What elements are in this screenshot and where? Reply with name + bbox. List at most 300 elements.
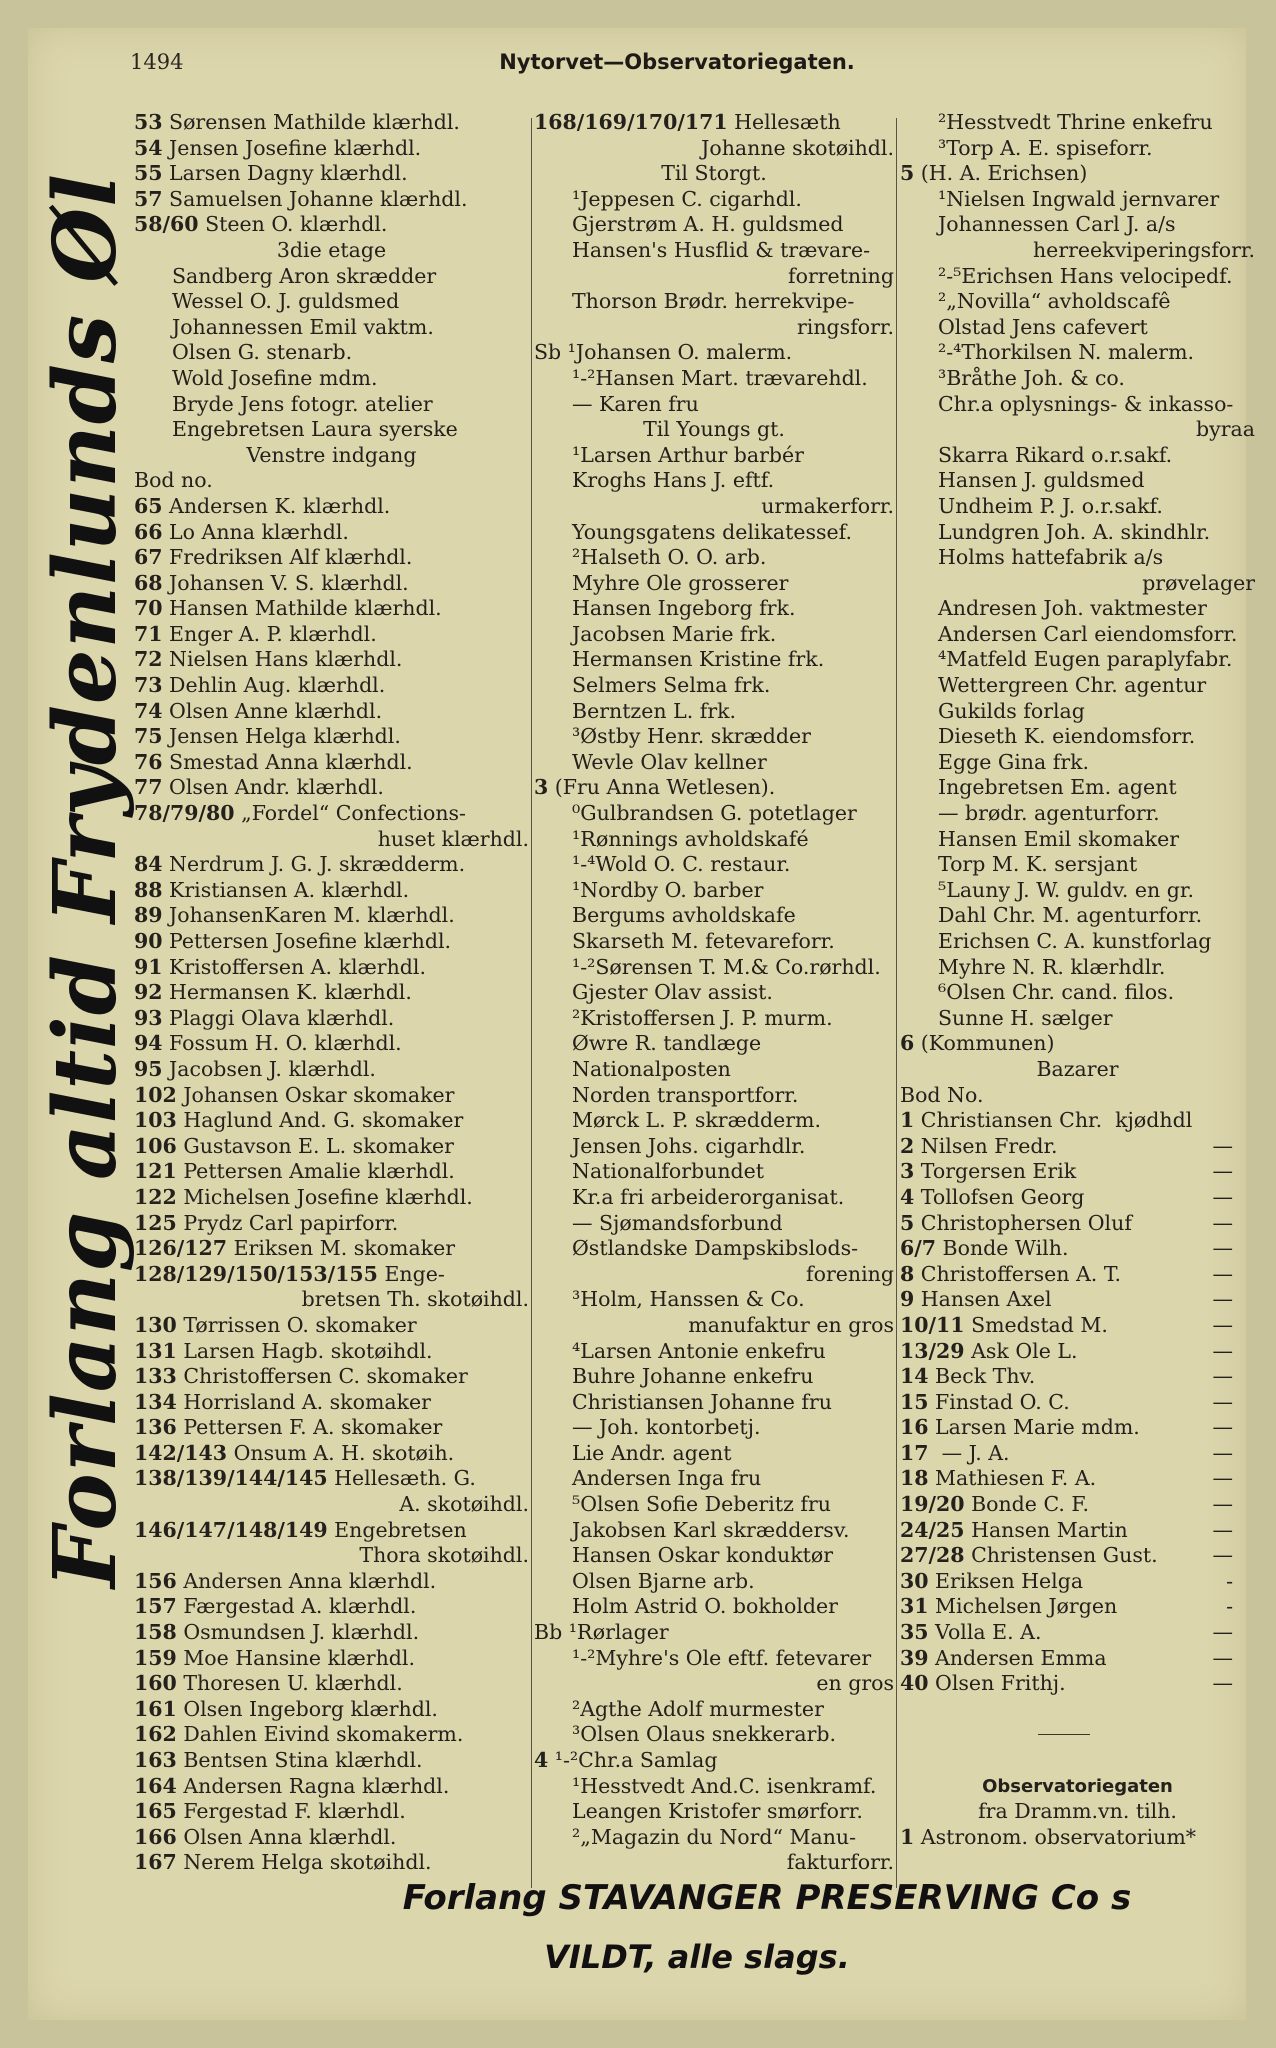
entry-text: Kr.a fri arbeiderorganisat. [572,1184,845,1209]
entry-text: Berntzen L. frk. [572,698,737,723]
directory-entry [534,980,894,1006]
directory-entry [900,110,1255,136]
entry-number: 84 [134,852,163,877]
entry-number: 165 [134,1799,177,1824]
directory-entry [900,1466,1255,1492]
directory-entry [900,1134,1255,1160]
directory-entry [534,878,894,904]
entry-number: 66 [134,519,163,544]
entry-text: Volla E. A. [928,1620,1042,1645]
directory-entry [134,622,529,648]
entry-number: 65 [134,493,163,518]
entry-number: 162 [134,1722,177,1747]
directory-entry [534,903,894,929]
directory-entry [134,340,529,366]
entry-number: 167 [134,1850,177,1875]
entry-text: Hansen Oskar konduktør [572,1543,834,1568]
directory-entry [900,1594,1255,1620]
entry-text: ³Holm, Hanssen & Co. [572,1287,805,1312]
entry-number: 5 [900,161,915,186]
entry-text: Osmundsen J. klærhdl. [176,1620,420,1645]
entry-text: Fredriksen Alf klærhdl. [162,545,413,570]
directory-entry [900,1287,1255,1313]
entry-text: Bryde Jens fotogr. atelier [172,391,433,416]
directory-entry [534,545,894,571]
entry-text: ¹-²Hansen Mart. trævarehdl. [572,365,868,390]
entry-text: Engebretsen [327,1517,467,1542]
directory-entry [134,1390,529,1416]
directory-entry [900,1415,1255,1441]
entry-text: Bb ¹Rørlager [534,1620,669,1645]
entry-number: 122 [134,1184,177,1209]
entry-text: Larsen Hagb. skotøihdl. [176,1338,433,1363]
entry-number: 90 [134,929,163,953]
side-advertisement: Forlang altid Frydenlunds Øl [35,173,136,1588]
entry-text: Thoresen U. klærhdl. [176,1671,403,1696]
entry-text: Mørck L. P. skrædderm. [572,1108,822,1133]
entry-text: Gjerstrøm A. H. guldsmed [572,212,844,237]
directory-entry [534,1594,894,1620]
entry-text: ²-⁴Thorkilsen N. malerm. [938,340,1195,365]
entry-text: forening [806,1261,894,1286]
entry-text: Bod no. [134,468,213,493]
directory-page [28,28,1255,2020]
entry-text: Kristiansen A. klærhdl. [162,877,410,902]
entry-text: Dieseth K. eiendomsforr. [938,724,1196,749]
entry-number: 31 [900,1594,929,1619]
directory-entry [900,136,1255,162]
entry-text: Hansen Emil skomaker [938,826,1180,851]
directory-entry [134,852,529,878]
directory-entry [534,1466,894,1492]
directory-entry [900,1697,1255,1723]
directory-entry [534,1646,894,1672]
directory-entry [534,1825,894,1851]
entry-text: Bonde Wilh. [936,1236,1069,1261]
directory-entry [900,1339,1255,1365]
entry-text: Torp M. K. sersjant [938,852,1138,877]
entry-text: ⁶Olsen Chr. cand. filos. [938,980,1175,1005]
entry-text: ²„Magazin du Nord“ Manu- [572,1824,857,1849]
entry-number: 161 [134,1696,177,1721]
directory-entry [900,315,1255,341]
directory-entry [900,468,1255,494]
entry-text: Andersen Emma [928,1645,1107,1670]
entry-text: bretsen Th. skotøihdl. [301,1287,529,1312]
ditto-mark: - [1226,1594,1233,1619]
entry-number: 92 [134,980,163,1005]
directory-entry [900,724,1255,750]
entry-text: (Fru Anna Wetlesen). [548,775,776,800]
entry-text: Chr.a oplysnings- & inkasso- [938,391,1234,416]
entry-text: byraa [1196,417,1255,442]
directory-entry [134,1415,529,1441]
entry-text: ¹Nordby O. barber [572,877,764,902]
directory-entry [534,1543,894,1569]
entry-text: ⁵Launy J. W. guldv. en gr. [938,877,1194,902]
entry-text: Lo Anna klærhdl. [162,519,349,544]
entry-number: 67 [134,545,163,570]
entry-text: Hellesæth [727,110,841,134]
directory-entry [900,1518,1255,1544]
entry-text: Ask Ole L. [964,1338,1078,1363]
entry-number: 4 [900,1184,915,1209]
entry-number: 9 [900,1287,915,1312]
directory-entry [534,1748,894,1774]
entry-text: Thora skotøihdl. [359,1543,529,1568]
entry-text: Venstre indgang [246,442,417,467]
entry-text: Holm Astrid O. bokholder [572,1594,838,1619]
directory-entry [900,929,1255,955]
directory-entry [900,1671,1255,1697]
directory-entry [534,929,894,955]
ditto-mark: — [1212,1338,1233,1363]
entry-text: Christiansen Chr. kjødhdl [914,1108,1193,1133]
entry-number: 168/169/170/171 [534,110,728,134]
directory-entry [534,161,894,187]
directory-entry [900,647,1255,673]
entry-text: Christoffersen C. skomaker [176,1364,468,1389]
entry-text: Sunne H. sælger [938,1005,1113,1030]
directory-entry [534,1492,894,1518]
entry-text: Pettersen Amalie klærhdl. [176,1159,455,1184]
directory-entry [134,1364,529,1390]
directory-entry [900,1108,1255,1134]
directory-entry [900,1774,1255,1800]
ditto-mark: — [1212,1543,1233,1568]
directory-entry [134,366,529,392]
entry-text: ⁴Matfeld Eugen paraplyfabr. [938,647,1233,672]
directory-entry [900,212,1255,238]
entry-text: Sandberg Aron skrædder [172,263,437,288]
entry-text: Olsen Ingeborg klærhdl. [176,1696,438,1721]
entry-text: ²Halseth O. O. arb. [572,545,767,570]
entry-text: ¹Rønnings avholdskafé [572,826,809,851]
entry-number: 78/79/80 [134,801,235,826]
ditto-mark: — [1212,1492,1233,1517]
entry-number: 88 [134,877,163,902]
entry-text: — brødr. agenturforr. [938,801,1160,826]
entry-text: Nerem Helga skotøihdl. [176,1850,432,1875]
entry-number: 93 [134,1005,163,1030]
entry-text: Jensen Johs. cigarhdlr. [572,1133,806,1158]
directory-entry [534,1390,894,1416]
entry-number: 24/25 [900,1517,965,1542]
entry-number: 163 [134,1748,177,1772]
entry-text: ⁰Gulbrandsen G. potetlager [572,801,857,826]
entry-text: Jensen Josefine klærhdl. [162,135,422,160]
entry-text: prøvelager [1142,570,1255,595]
directory-entry [134,1185,529,1211]
entry-text: Johannessen Emil vaktm. [172,314,434,339]
entry-number: 138/139/144/145 [134,1466,328,1491]
directory-entry [134,443,529,469]
entry-text: Nielsen Hans klærhdl. [162,647,403,672]
directory-entry [134,980,529,1006]
directory-entry [134,903,529,929]
entry-text: Samuelsen Johanne klærhdl. [162,186,468,211]
entry-number: 95 [134,1056,163,1081]
entry-text: Larsen Marie mdm. [928,1415,1140,1440]
entry-text: Mathiesen F. A. [928,1466,1097,1491]
directory-entry [900,187,1255,213]
entry-text: (H. A. Erichsen) [914,161,1088,186]
directory-entry [900,417,1255,443]
directory-entry [534,340,894,366]
entry-text: Buhre Johanne enkefru [572,1364,814,1389]
entry-number: 15 [900,1389,929,1414]
directory-entry [900,545,1255,571]
directory-entry [900,1185,1255,1211]
entry-text: Prydz Carl papirforr. [176,1210,399,1235]
directory-entry [134,417,529,443]
entry-text: forretning [788,263,894,288]
entry-text: Myhre N. R. klærhdlr. [938,954,1166,979]
directory-entry [900,1543,1255,1569]
entry-text: Lie Andr. agent [572,1440,732,1465]
entry-text: Andresen Joh. vaktmester [938,596,1207,621]
directory-entry [534,801,894,827]
entry-text: Jakobsen Karl skræddersv. [572,1517,850,1542]
entry-number: 17 [900,1440,929,1465]
entry-text: ¹Nielsen Ingwald jernvarer [938,186,1220,211]
entry-number: 75 [134,724,163,749]
entry-text: Ingebretsen Em. agent [938,775,1177,800]
entry-text: Bod No. [900,1082,984,1107]
entry-text: Til Storgt. [661,161,767,186]
entry-text: Plaggi Olava klærhdl. [162,1005,395,1030]
directory-entry [134,1671,529,1697]
entry-text: Fergestad F. klærhdl. [176,1799,406,1824]
directory-entry [900,264,1255,290]
entry-number: 134 [134,1389,177,1414]
directory-entry [134,1850,529,1876]
ditto-mark: — [1212,1364,1233,1389]
directory-entry [134,289,529,315]
page-header [28,50,1246,84]
entry-text: 3die etage [276,237,387,262]
directory-entry [134,1159,529,1185]
entry-text: Bergums avholdskafe [572,903,796,928]
entry-text: Hansen Mathilde klærhdl. [162,596,442,621]
entry-number: 128/129/150/153/155 [134,1261,378,1286]
entry-text: Olstad Jens cafevert [938,314,1148,339]
entry-number: 54 [134,135,163,160]
entry-text: Wessel O. J. guldsmed [172,289,400,314]
entry-text: Christiansen Johanne fru [572,1389,832,1414]
directory-entry [134,136,529,162]
directory-entry [900,1313,1255,1339]
directory-entry [900,878,1255,904]
directory-entry [134,596,529,622]
directory-entry [534,1031,894,1057]
directory-entry [900,1492,1255,1518]
ditto-mark: — [1212,1440,1233,1465]
entry-text: ³Bråthe Joh. & co. [938,365,1125,390]
entry-number: 53 [134,110,163,134]
footer-advertisement-line-2: VILDT, alle slags. [544,1938,850,1976]
directory-entry [134,827,529,853]
directory-entry [900,238,1255,264]
directory-entry [134,1287,529,1313]
entry-text: urmakerforr. [761,493,894,518]
entry-text: Jensen Helga klærhdl. [162,724,401,749]
entry-text: Hermansen K. klærhdl. [162,980,412,1005]
directory-entry [534,238,894,264]
entry-text: — Karen fru [572,391,699,416]
directory-entry [534,955,894,981]
entry-number: 1 [900,1824,915,1849]
entry-text: ²„Novilla“ avholdscafê [938,289,1171,314]
directory-entry [134,520,529,546]
entry-text: Michelsen Jørgen [928,1594,1118,1619]
directory-entry [900,1620,1255,1646]
directory-entry [534,1415,894,1441]
entry-text: Kristoffersen A. klærhdl. [162,954,426,979]
entry-text: Tørrissen O. skomaker [176,1312,417,1337]
entry-text: — Joh. kontorbetj. [572,1415,761,1440]
directory-entry [534,724,894,750]
column-divider [896,118,897,1888]
directory-entry [534,1108,894,1134]
entry-number: 71 [134,621,163,646]
directory-entry [534,1722,894,1748]
directory-entry [534,1569,894,1595]
directory-entry [534,468,894,494]
entry-text: Jacobsen Marie frk. [572,621,777,646]
directory-entry [900,1083,1255,1109]
entry-text: Leangen Kristofer smørforr. [572,1799,863,1824]
directory-entry [134,1543,529,1569]
entry-text: Enge- [377,1261,445,1286]
directory-entry [900,980,1255,1006]
entry-number: 16 [900,1415,929,1440]
entry-text: Egge Gina frk. [938,749,1090,774]
entry-number: 4 [534,1748,549,1772]
entry-text: Johanne skotøihdl. [701,135,894,160]
entry-number: 10/11 [900,1312,965,1337]
entry-text: Nationalposten [572,1056,731,1081]
directory-entry [134,110,529,136]
directory-entry [534,622,894,648]
entry-text: Tollofsen Georg [914,1184,1085,1209]
directory-entry [134,545,529,571]
entry-text: Bentsen Stina klærhdl. [176,1748,423,1772]
directory-entry [134,494,529,520]
directory-entry [134,750,529,776]
directory-entry [534,494,894,520]
entry-text: Øwre R. tandlæge [572,1031,762,1056]
ditto-mark: — [1212,1389,1233,1414]
directory-entry [900,596,1255,622]
directory-entry [134,1799,529,1825]
entry-number: 73 [134,673,163,698]
ditto-mark: — [1212,1287,1233,1312]
directory-entry [900,750,1255,776]
entry-text: Andersen Carl eiendomsforr. [938,621,1238,646]
entry-number: 76 [134,749,163,774]
entry-text: Johansen V. S. klærhdl. [162,570,409,595]
entry-text: Wettergreen Chr. agentur [938,673,1207,698]
directory-entry [534,647,894,673]
entry-number: 94 [134,1031,163,1056]
ditto-mark: — [1212,1415,1233,1440]
directory-entry [534,1211,894,1237]
entry-text: Færgestad A. klærhdl. [176,1594,417,1619]
entry-number: 125 [134,1210,177,1235]
entry-text: „Fordel“ Confections- [234,801,466,826]
directory-entry [534,673,894,699]
entry-text: Youngsgatens delikatessef. [572,519,853,544]
entry-number: 159 [134,1645,177,1670]
directory-entry [534,1774,894,1800]
entry-number: 18 [900,1466,929,1491]
entry-number: 158 [134,1620,177,1645]
entry-text: Andersen Anna klærhdl. [176,1568,437,1593]
directory-entry [900,622,1255,648]
entry-number: 126/127 [134,1236,228,1261]
directory-entry [134,1646,529,1672]
entry-text: Olsen G. stenarb. [172,340,353,365]
directory-entry [134,315,529,341]
entry-text: Horrisland A. skomaker [176,1389,431,1414]
directory-entry [534,110,894,136]
entry-text: Selmers Selma frk. [572,673,771,698]
directory-entry [134,1774,529,1800]
entry-text: Larsen Dagny klærhdl. [162,161,408,186]
directory-entry [134,1569,529,1595]
section-divider [900,1722,1255,1748]
directory-entry [134,1722,529,1748]
entry-number: 91 [134,954,163,979]
entry-text: Jacobsen J. klærhdl. [162,1056,376,1081]
entry-number: 157 [134,1594,177,1619]
directory-entry [534,1262,894,1288]
column-divider [531,118,532,1888]
entry-text: Dahl Chr. M. agenturforr. [938,903,1203,928]
directory-entry [134,1748,529,1774]
directory-entry [534,1057,894,1083]
directory-entry [134,1339,529,1365]
directory-entry [534,1339,894,1365]
directory-entry [534,1441,894,1467]
directory-entry [900,852,1255,878]
directory-entry [134,647,529,673]
entry-number: 74 [134,698,163,723]
entry-text: Nilsen Fredr. [914,1133,1058,1158]
directory-column-3 [900,110,1255,1850]
entry-text: Hellesæth. G. [327,1466,476,1491]
directory-entry [534,699,894,725]
entry-text: Torgersen Erik [914,1159,1077,1184]
entry-text: Finstad O. C. [928,1389,1070,1414]
entry-text: — Sjømandsforbund [572,1210,783,1235]
directory-entry [134,1134,529,1160]
entry-text: Eriksen Helga [928,1568,1084,1593]
directory-entry [134,1057,529,1083]
directory-entry [900,340,1255,366]
entry-text: huset klærhdl. [377,826,529,851]
entry-text: herreekviperingsforr. [1032,237,1255,262]
directory-entry [900,366,1255,392]
directory-entry [134,238,529,264]
entry-text: manufaktur en gros [688,1312,894,1337]
directory-entry [900,1390,1255,1416]
directory-entry [534,1185,894,1211]
entry-text: ³Østby Henr. skrædder [572,724,811,749]
directory-entry [534,1006,894,1032]
directory-entry [134,468,529,494]
